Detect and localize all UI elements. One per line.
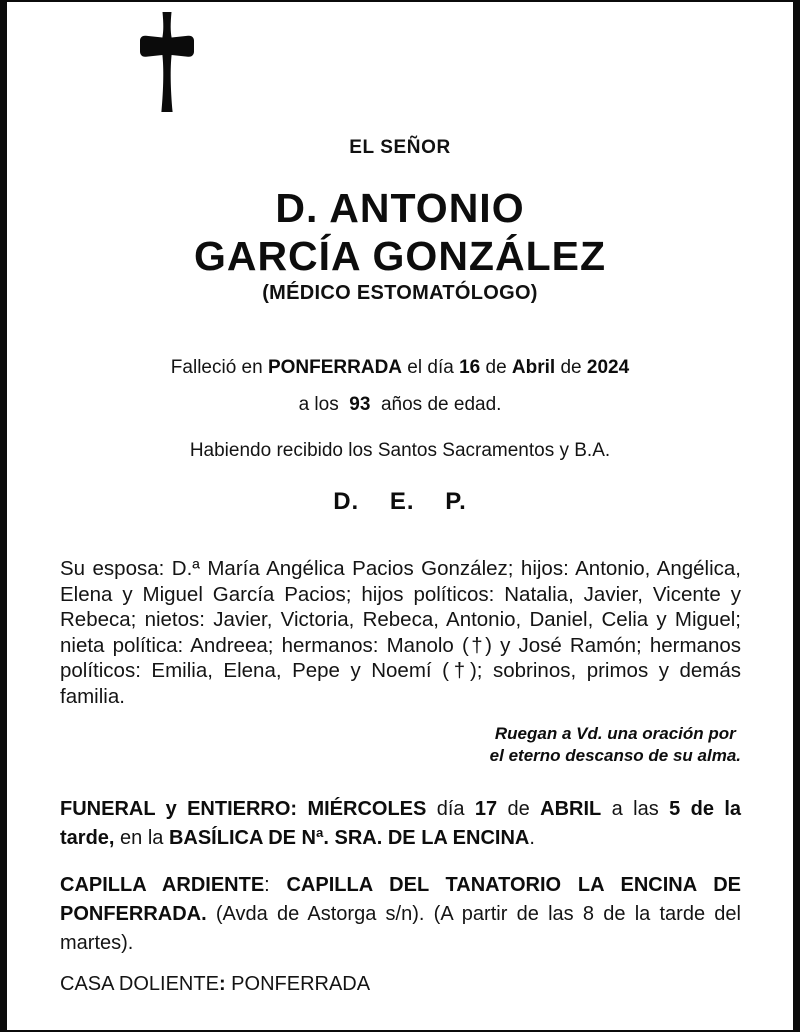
prayer-line1: Ruegan a Vd. una oración por [494,724,736,743]
deceased-name [7,184,793,280]
mourning-home-line: CASA DOLIENTE: PONFERRADA [60,973,371,995]
dep-abbreviation: D. E. P. [333,488,467,515]
profession-line: (MÉDICO ESTOMATÓLOGO) [262,282,538,304]
deceased-name-line2: GARCÍA GONZÁLEZ [193,233,607,279]
latin-cross-icon [140,12,194,112]
age-line: a los 93 años de edad. [298,394,502,415]
family-paragraph: Su esposa: D.ª María Angélica Pacios González; hijos: Antonio, Angélica, Elena y Miguel García Pacios; hijos políticos: Natalia, Javier, Vicente y Rebeca; nietos: Javier, Victoria, Rebeca, Antonio, Daniel, Celia y Miguel; nieta política: Andreea; hermanos: Manolo (†) y José Ramón; hermanos políticos: Emilia, Elena, Pepe y Noemí (†); sobrinos, primos y demás familia. [60,557,741,708]
sacraments-line: Habiendo recibido los Santos Sacramentos y B.A. [189,440,611,461]
honorific-title: EL SEÑOR [349,137,451,158]
death-date-line: Falleció en PONFERRADA el día 16 de Abril de 2024 [170,357,630,378]
prayer-request [490,723,741,767]
funeral-notice: FUNERAL y ENTIERRO: MIÉRCOLES día 17 de ABRIL a las 5 de la tarde, en la BASÍLICA DE Nª. SRA. DE LA ENCINA. [60,798,742,849]
prayer-line2: el eterno descanso de su alma. [489,746,741,765]
deceased-name-line1: D. ANTONIO [275,185,525,231]
wake-chapel-notice: CAPILLA ARDIENTE: CAPILLA DEL TANATORIO LA ENCINA DE PONFERRADA. (Avda de Astorga s/n). (A partir de las 8 de la tarde del martes). [60,874,741,954]
